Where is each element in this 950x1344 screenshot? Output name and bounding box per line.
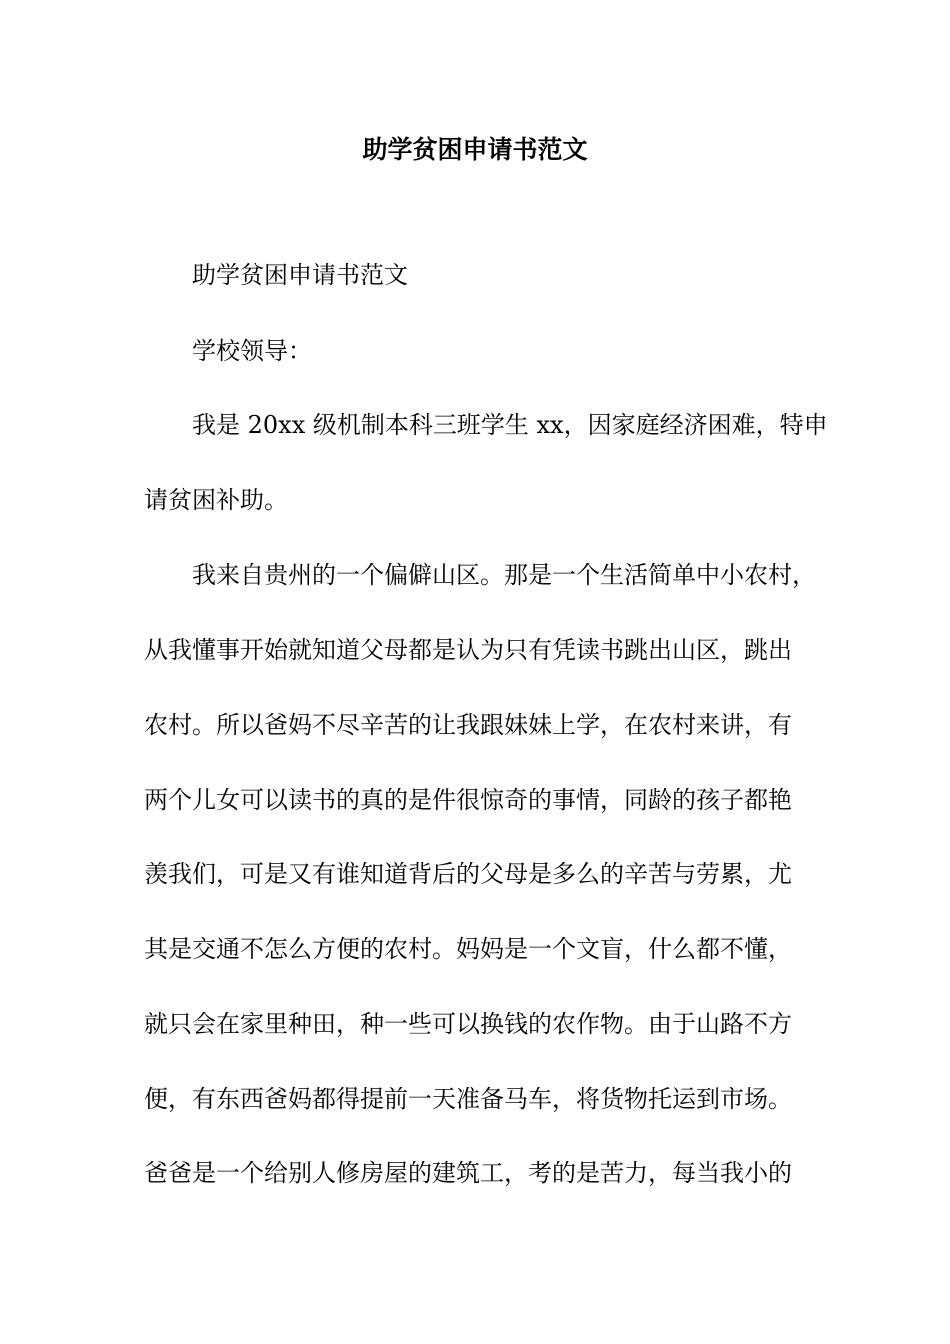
text-line: 请贫困补助。 <box>144 486 288 514</box>
text-line: 我来自贵州的一个偏僻山区。那是一个生活简单中小农村， <box>192 561 816 589</box>
text-line: 两个儿女可以读书的真的是件很惊奇的事情，同龄的孩子都艳 <box>144 786 792 814</box>
text-line: 便，有东西爸妈都得提前一天准备马车，将货物托运到市场。 <box>144 1085 792 1113</box>
text-line: 其是交通不怎么方便的农村。妈妈是一个文盲，什么都不懂， <box>144 935 792 963</box>
document-title: 助学贫困申请书范文 <box>362 135 588 164</box>
text-line: 我是 20xx 级机制本科三班学生 xx，因家庭经济困难，特申 <box>192 411 828 439</box>
text-line: 爸爸是一个给别人修房屋的建筑工，考的是苦力，每当我小的 <box>144 1159 792 1187</box>
text-line: 助学贫困申请书范文 <box>192 261 408 289</box>
text-line: 就只会在家里种田，种一些可以换钱的农作物。由于山路不方 <box>144 1010 792 1038</box>
text-line: 学校领导： <box>192 337 312 365</box>
text-line: 羡我们，可是又有谁知道背后的父母是多么的辛苦与劳累，尤 <box>144 860 792 888</box>
text-line: 农村。所以爸妈不尽辛苦的让我跟妹妹上学，在农村来讲，有 <box>144 711 792 739</box>
text-line: 从我懂事开始就知道父母都是认为只有凭读书跳出山区，跳出 <box>144 636 792 664</box>
